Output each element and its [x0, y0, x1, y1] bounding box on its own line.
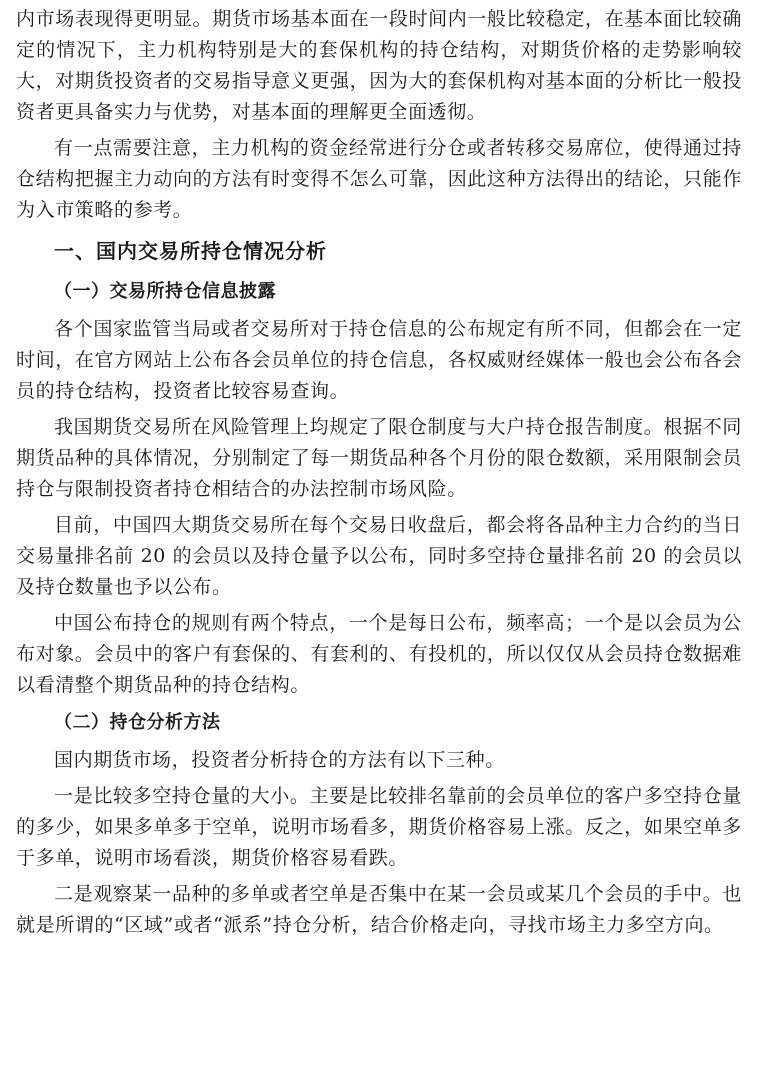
- paragraph: 各个国家监管当局或者交易所对于持仓信息的公布规定有所不同，但都会在一定时间，在官方网站上公布各会员单位的持仓信息，各权威财经媒体一般也会公布各会员的持仓结构，投资者比较容易查询。: [16, 318, 742, 402]
- paragraph: 国内期货市场，投资者分析持仓的方法有以下三种。: [54, 749, 505, 771]
- paragraph: 二是观察某一品种的多单或者空单是否集中在某一会员或某几个会员的手中。也就是所谓的“区域”或者“派系”持仓分析，结合价格走向，寻找市场主力多空方向。: [16, 883, 742, 936]
- section-heading: 一、国内交易所持仓情况分析: [54, 239, 327, 263]
- intro-paragraph-1: 内市场表现得更明显。期货市场基本面在一段时间内一般比较稳定，在基本面比较确定的情况下，主力机构特别是大的套保机构的持仓结构，对期货价格的走势影响较大，对期货投资者的交易指导意义更强，因为大的套保机构对基本面的分析比一般投资者更具备实力与优势，对基本面的理解更全面透彻。: [16, 8, 742, 123]
- subsection-heading-1: （一）交易所持仓信息披露: [54, 281, 276, 302]
- paragraph: 一是比较多空持仓量的大小。主要是比较排名靠前的会员单位的客户多空持仓量的多少，如果多单多于空单，说明市场看多，期货价格容易上涨。反之，如果空单多于多单，说明市场看淡，期货价格容易看跌。: [16, 785, 742, 869]
- paragraph: 目前，中国四大期货交易所在每个交易日收盘后，都会将各品种主力合约的当日交易量排名前 20 的会员以及持仓量予以公布，同时多空持仓量排名前 20 的会员以及持仓数量也予以公布。: [16, 514, 742, 598]
- subsection-heading-2: （二）持仓分析方法: [54, 712, 221, 733]
- paragraph: 中国公布持仓的规则有两个特点，一个是每日公布，频率高；一个是以会员为公布对象。会员中的客户有套保的、有套利的、有投机的，所以仅仅从会员持仓数据难以看清整个期货品种的持仓结构。: [16, 612, 742, 696]
- intro-paragraph-2: 有一点需要注意，主力机构的资金经常进行分仓或者转移交易席位，使得通过持仓结构把握主力动向的方法有时变得不怎么可靠，因此这种方法得出的结论，只能作为入市策略的参考。: [16, 137, 742, 221]
- paragraph: 我国期货交易所在风险管理上均规定了限仓制度与大户持仓报告制度。根据不同期货品种的具体情况，分别制定了每一期货品种各个月份的限仓数额，采用限制会员持仓与限制投资者持仓相结合的办法控制市场风险。: [16, 416, 742, 500]
